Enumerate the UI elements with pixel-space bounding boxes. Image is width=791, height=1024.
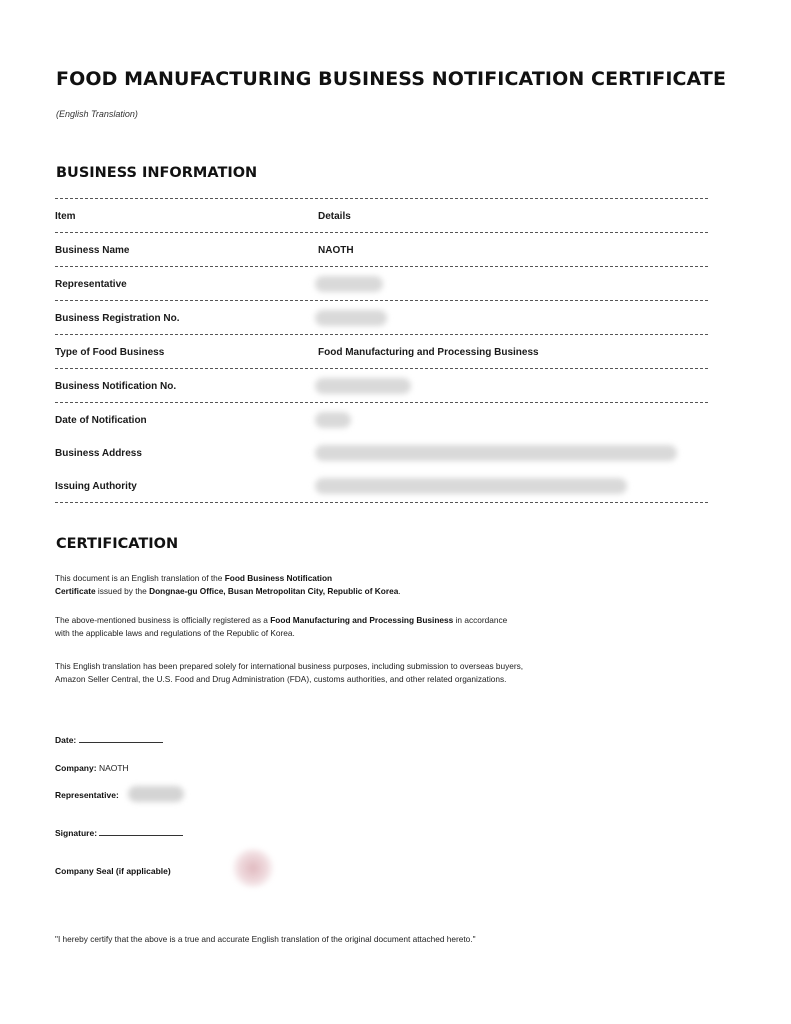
- company-seal-line: [55, 866, 171, 876]
- business-information-table: [55, 198, 708, 503]
- redacted-value: [315, 378, 411, 394]
- signature-label: Signature:: [55, 828, 98, 838]
- representative-line: [55, 790, 119, 800]
- text-run-bold: Food Manufacturing and Processing Business: [270, 615, 454, 625]
- table-row-food-business-type: [55, 335, 708, 369]
- row-label: Business Notification No.: [55, 381, 177, 392]
- table-row-representative: [55, 267, 708, 301]
- column-header-item: Item: [55, 211, 76, 222]
- text-run: This document is an English translation of the: [55, 573, 225, 583]
- table-row-registration-no: [55, 301, 708, 335]
- company-seal-stamp: [230, 848, 276, 888]
- company-seal-label: Company Seal (if applicable): [55, 866, 171, 876]
- text-run: The above-mentioned business is officially registered as a: [55, 615, 271, 625]
- document-subtitle: (English Translation): [56, 109, 138, 119]
- text-run: Amazon Seller Central, the U.S. Food and Drug Administration (FDA), customs authorities, and other related organizations.: [55, 674, 507, 684]
- table-row-business-name: [55, 233, 708, 267]
- row-label: Representative: [55, 279, 127, 290]
- signature-line: [55, 828, 183, 838]
- column-header-details: Details: [318, 211, 351, 222]
- company-value: NAOTH: [98, 763, 129, 773]
- table-row-business-address: [55, 436, 708, 469]
- row-label: Date of Notification: [55, 415, 147, 426]
- translation-statement: "I hereby certify that the above is a true and accurate English translation of the original document attached hereto.": [55, 934, 476, 944]
- row-label: Business Address: [55, 448, 142, 459]
- redacted-value: [315, 445, 677, 461]
- redacted-value: [315, 276, 383, 292]
- redacted-value: [315, 412, 351, 428]
- row-value: NAOTH: [318, 245, 354, 256]
- redacted-representative-name: [128, 786, 184, 802]
- text-run: in accordance: [453, 615, 508, 625]
- row-label: Issuing Authority: [55, 481, 137, 492]
- date-label: Date:: [55, 735, 77, 745]
- company-line: [55, 763, 129, 773]
- text-run: This English translation has been prepared solely for international business purposes, including submission to overseas buyers,: [55, 661, 524, 671]
- company-label: Company:: [55, 763, 97, 773]
- text-run-bold: Food Business Notification: [224, 573, 333, 583]
- text-run: issued by the: [95, 586, 150, 596]
- certification-paragraph-1: [55, 572, 615, 598]
- certification-paragraph-3: [55, 660, 595, 686]
- redacted-value: [315, 310, 387, 326]
- row-value: Food Manufacturing and Processing Business: [318, 347, 539, 358]
- table-row-issuing-authority: [55, 469, 708, 503]
- document-title: FOOD MANUFACTURING BUSINESS NOTIFICATION CERTIFICATE: [56, 68, 727, 90]
- certification-heading: CERTIFICATION: [56, 536, 179, 552]
- row-label: Business Name: [55, 245, 130, 256]
- certification-paragraph-2: [55, 614, 575, 640]
- representative-label: Representative:: [55, 790, 119, 800]
- signature-blank: [99, 833, 183, 836]
- table-row-notification-no: [55, 369, 708, 403]
- date-line: [55, 735, 163, 745]
- business-information-heading: BUSINESS INFORMATION: [56, 165, 258, 181]
- row-label: Business Registration No.: [55, 313, 180, 324]
- text-run-bold: Dongnae-gu Office, Busan Metropolitan City, Republic of Korea: [149, 586, 399, 596]
- row-label: Type of Food Business: [55, 347, 165, 358]
- text-run-bold: Certificate: [55, 586, 96, 596]
- date-blank: [79, 740, 163, 743]
- text-run: .: [398, 586, 401, 596]
- text-run: with the applicable laws and regulations of the Republic of Korea.: [55, 628, 295, 638]
- table-header-row: [55, 199, 708, 233]
- table-row-notification-date: [55, 403, 708, 436]
- redacted-value: [315, 478, 627, 494]
